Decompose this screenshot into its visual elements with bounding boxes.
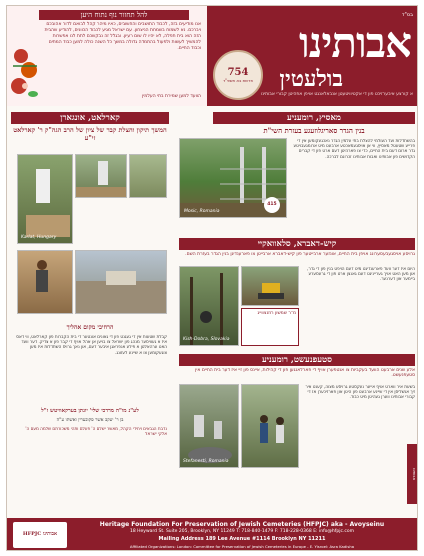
people-photo-graphic [242,385,299,468]
quote-signature: הוועד למען שמירת בתי העלמין [142,94,201,99]
issue-badge [213,50,263,100]
masthead [7,6,418,106]
note-kishdobra: מ"ר שמשון רוזנצווייג [257,311,296,316]
photo-mosic [179,138,287,218]
newsletter-title: אבותינו [299,18,411,67]
photo-karlat-4 [17,250,73,314]
section-text-mosic: בהשתדלות ועד העולמי להצלת בתי עלמין הגדר נאכגעקומען אין די פרייע שטעטל מאסיץ, ווי אן אויסגעמאכטע ארבעט מיט ארומגעבויטע גדר ארום דעם בית החיים, כדי צו פארהיטן דעם ארט פון די קברים הקדושים פון אבותינו ואבות אבותינו זכרונם לברכה. [293,138,415,159]
quote-body: אנו מודיעים בזה, לכבוד התושבים והחשובים, כאיו מיהר קהל לבואם לדור אהובכם ויברכם. נא לשמוח בשמחת הניצחון. עם ישראל מגיע לכבוד הכוונים, להודיע שהבית הזה הוא בית תפלה, לא יהיו לו שום רעיון. ובגלל זה נבקשכם לתת לנו אפשרות להמשיך לעשות ולפעול בהתמדה גדולה במשך כל השנה כולה למען כבוד המתים וכבוד החיים. [44,22,201,51]
section-intro-kishdobra: גרויסע אויסגעבעסערונג אויפן בית החיים, אונזער ארבייטער פון קיש-דאברא ארבייטן צו פארענדיגן בנין הגדר בעזרת השם. [185,252,415,257]
footer-organization: Heritage Foundation For Preservation of Jewish Cemeteries (HFPJC) aka - Avoyseinu [99,521,385,528]
note-box-kishdobra [241,308,299,346]
section-text-stefanesti: בשעת איר ווארט אויף אייער נעקסטע גרויסע מצוה, קענט איר זיך אנשליסן אין די שיינע ארבעט פון היטן און פארזיכערן אז די קבורי אבותינו ווערן געהיטן מיט כבוד. [305,384,415,400]
construction-photo-graphic [76,251,167,314]
section-heading-kishdobra: קיש-דאברא, סלאוואקיי [179,238,415,250]
cemetery-photo-graphic [180,385,239,468]
footer-affiliates: Affiliated Organizations: London: Committee for Preservation of Jewish Cemeteries in Europe - E. Yisroel: Asra Kadisha [129,544,355,549]
photo-caption-mosic: Mosic, Romania [184,209,220,214]
photo-caption-karlat: Karlat, Hungary [21,235,57,240]
photo-caption-stefanesti: Stefanesti, Romania [183,459,229,464]
section-heading-stefanesti: סטעפנעשט, רומעניע [179,354,415,366]
quote-box [7,6,207,106]
photo-karlat-3 [129,154,167,198]
excavator-photo-graphic [242,267,299,306]
photo-karlat-5 [75,250,167,314]
newsletter-tagline: א קורצע איבערזיכט פון די אקטיוויטעטן אנבאלאנגט אויפן אפהיטן קבורי אבותינו [261,92,413,97]
masthead-banner [207,6,418,106]
quote-heading: להל תחזור נוף נתוח היען [39,10,189,20]
memorial-line-1: לע"נ מו"ה מרדכי שלי' יונתן בערקאוויטש ז"ל [41,408,139,414]
photo-badge: 415 [264,197,280,213]
issue-date: פרשת בא תשפ"ד [223,78,253,83]
memorial-line-2: בן ר' יעקב אשר סקובערין ואשתו ע"ה [56,418,124,423]
side-tab: אבותינו [407,444,417,504]
forest-photo-graphic [180,267,239,346]
photo-kishdobra-2 [241,266,299,306]
bulletin-page [6,5,418,551]
pomegranate-decoration-icon [9,46,41,102]
section-heading-mosic: מאסיץ, רומעניע [213,112,415,124]
grave-photo-graphic [76,155,127,198]
section-intro-stefanesti: אלע שנים ארבעט הוועד בעקביות צו אנטפערן אויף די פארלאנגען פון די קהילות, איינס פון זיי איז דער בית החיים אין סטעפנעשט. [195,368,415,379]
logo-text: HFPJC אבותינו [22,531,58,537]
bsd-mark: בס"ד [401,12,413,18]
photo-stefanesti-2 [241,384,299,468]
photo-karlat-1 [17,154,73,244]
worker-photo-graphic [18,251,73,314]
closing-text-karlat: נדבת הגבאים ויחידי הקהל, מאשר ישלם ה' פעלם ותהי משכורתם שלמה מעם ה' אלקי ישראל [25,426,167,437]
photo-karlat-2 [75,154,127,198]
photo-kishdobra-1 [179,266,239,346]
text-heading-karlat: הרחיבי מקום אהליך [66,324,114,331]
section-heading-karlat: קארלאט, אונגארן [11,112,169,124]
issue-number: 754 [227,67,249,78]
footer-address: 18 Heyward St. Suite 205, Brooklyn, NY 11249 T: 718-840-1479 F: 718-228-0368 E: info@hfpjc.com [130,529,354,534]
footer-mailing-address: Mailing Address 189 Lee Avenue #1114 Brooklyn NY 11211 [158,536,326,542]
footer [7,518,418,551]
tombstone-photo-graphic [18,155,73,244]
section-text-kishdobra: היום איז דער וועד פארענדיגט מיט דעם הויפט בנין פון די גדר, און מען האט אויך גערייניגט דעם גאנצן ארט פון די גרעסערע ביימער און דערנער. [307,266,415,282]
section-text-karlat: קבלת שטעות אין די געגנט פון די גאונים אונטער די בית הקברות פון קארלאט, ווי דאס איז א געוויסער מנהג פון ישראל צו בויען אן אהל אויף די קבר פון א צדיק. דער וועד האט ערהאלטן א פילע אנפראגן איבער דעם, און נאך גרויס השתדלות איז מען צוגעקומען צו א שיינע לעזונג. [16,334,167,355]
newsletter-subtitle: בולעטין [279,66,343,92]
section-subheading-mosic: בנין הגדר סאריגלוזעגע בעזרת השי"ת [263,126,365,135]
section-subheading-karlat: המשך תיקון והצלת קבר של ציון של הרב הגה"ק ר' קארלאט זי"ע [13,126,167,142]
photo-caption-kishdobra: Kish-Dobra, Slovakia [183,337,230,342]
photo-stefanesti-1 [179,384,239,468]
hfpjc-logo [13,522,67,548]
